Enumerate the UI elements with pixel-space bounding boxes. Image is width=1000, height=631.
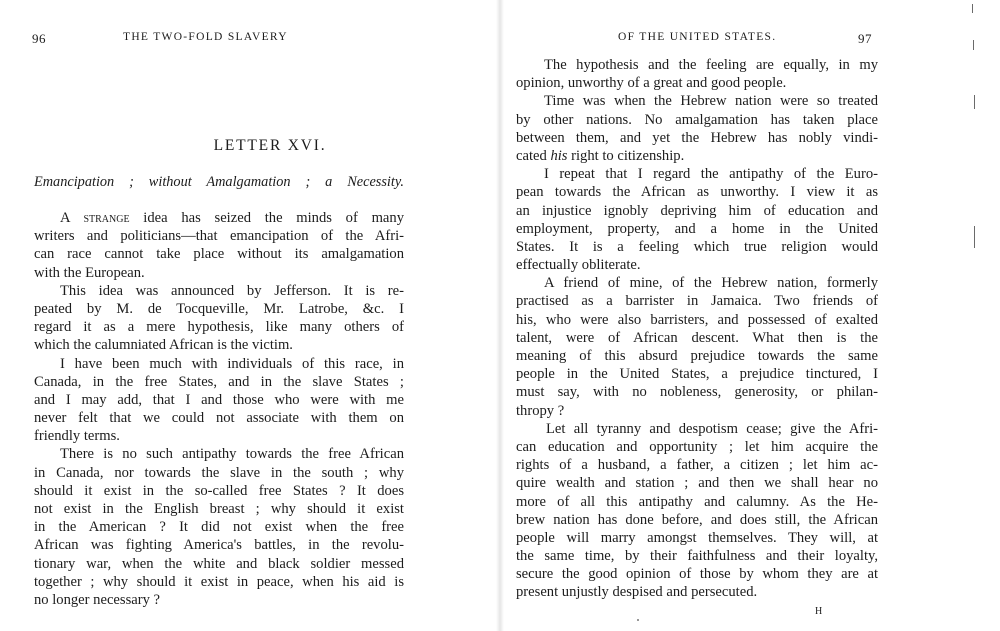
text-line: can race cannot take place without its amalgamation (34, 246, 404, 263)
scan-mark (974, 226, 975, 240)
text-line: pean towards the African as unworthy. I view it as (516, 184, 878, 201)
text-line: must say, with no nobleness, generosity, or philan- (516, 384, 878, 401)
text-line: his, who were also barristers, and possessed of exalted (516, 311, 878, 328)
text-line: with the European. (34, 264, 145, 281)
text-line: and I may add, that I and those who were with me (34, 391, 404, 408)
left-running-head: THE TWO-FOLD SLAVERY (123, 31, 288, 43)
text-line: I have been much with individuals of this race, in (60, 355, 404, 372)
text-line: States. It is a feeling which true religion would (516, 238, 878, 255)
text-line: together ; why should it exist in peace, when his aid is (34, 573, 404, 590)
text-line: an injustice ignobly depriving him of education and (516, 202, 878, 219)
right-page (500, 0, 1000, 631)
text-line: regard it as a mere hypothesis, like many others of (34, 319, 404, 336)
text-line: brew nation has done before, and does still, the African (516, 511, 878, 528)
text-line: meaning of this absurd prejudice towards the same (516, 348, 878, 364)
text-line: A friend of mine, of the Hebrew nation, formerly (544, 275, 878, 292)
text-line: This idea was announced by Jefferson. It is re- (60, 282, 404, 299)
text-line: tionary war, when the white and black soldier messed (34, 555, 404, 572)
text-line: should it exist in the so-called free States ? It does (34, 482, 404, 499)
text-line: no longer necessary ? (34, 591, 161, 608)
text-line: I repeat that I regard the antipathy of the Euro- (544, 166, 878, 183)
text-line: Let all tyranny and despotism cease; give the Afri- (546, 420, 878, 437)
text-line: quire wealth and station ; and then we shall hear no (516, 475, 878, 492)
drop-word: A strange (60, 210, 130, 226)
text-line: effectually obliterate. (516, 257, 641, 274)
text-line: by other nations. No amalgamation has taken place (516, 111, 878, 128)
text-line: between them, and yet the Hebrew has nobly vindi- (516, 129, 878, 146)
text-line: There is no such antipathy towards the free African (60, 446, 404, 463)
text-line: Time was when the Hebrew nation were so treated (544, 93, 878, 110)
text-line: Canada, in the free States, and in the slave States ; (34, 373, 404, 390)
left-page-text (34, 209, 404, 609)
letter-subtitle: Emancipation ; without Amalgamation ; a Necessity. (34, 174, 404, 190)
scan-mark (974, 95, 975, 109)
text-line: can education and opportunity ; let him acquire the (516, 438, 878, 455)
text-line: in the American ? It did not exist when the free (34, 519, 404, 536)
right-running-head: OF THE UNITED STATES. (618, 31, 777, 43)
letter-title: LETTER XVI. (213, 137, 327, 154)
text-line: peated by M. de Tocqueville, Mr. Latrobe, &c. I (34, 300, 404, 317)
text-line: secure the good opinion of those by whom they are at (516, 566, 878, 583)
text-line: which the calumniated African is the victim. (34, 337, 293, 354)
scan-mark (974, 240, 975, 248)
scan-speck (637, 619, 639, 621)
text-line: practised as a barrister in Jamaica. Two friends of (516, 293, 878, 310)
text-line: people will marry amongst themselves. They will, at (516, 529, 878, 546)
scan-mark (972, 4, 973, 13)
scan-mark (973, 40, 974, 50)
text-line: rights of a husband, a father, a citizen ; let him ac- (516, 457, 878, 474)
italic-word: his (550, 147, 568, 164)
text-line: friendly terms. (34, 428, 120, 445)
left-page-number: 96 (32, 31, 46, 46)
text-line: more of all this antipathy and calumny. As the He- (516, 493, 878, 510)
right-page-text (516, 56, 878, 602)
text-line: not exist in the English breast ; why should it exist (34, 501, 404, 517)
signature-mark: H (815, 606, 824, 617)
text-line: cated his right to citizenship. (516, 147, 685, 164)
text-line: A strange idea has seized the minds of many (60, 210, 404, 226)
text-line: present unjustly despised and persecuted. (516, 584, 758, 601)
text-line: never felt that we could not associate with them on (34, 410, 404, 427)
text-line: African was fighting America's battles, in the revolu- (34, 537, 404, 554)
text-line: writers and politicians—that emancipation of the Afri- (34, 228, 404, 245)
text-line: the same time, by their faithfulness and their loyalty, (516, 548, 878, 565)
text-line: thropy ? (516, 402, 565, 419)
text-line: employment, property, and a home in the United (516, 220, 878, 237)
text-line: in Canada, nor towards the slave in the south ; why (34, 464, 404, 481)
text-line: The hypothesis and the feeling are equally, in my (544, 57, 878, 73)
text-line: talent, were of African descent. What then is the (516, 329, 878, 346)
text-line: opinion, unworthy of a great and good people. (516, 75, 787, 92)
text-line: people in the United States, a prejudice tinctured, I (516, 366, 878, 383)
right-page-number: 97 (858, 31, 872, 46)
